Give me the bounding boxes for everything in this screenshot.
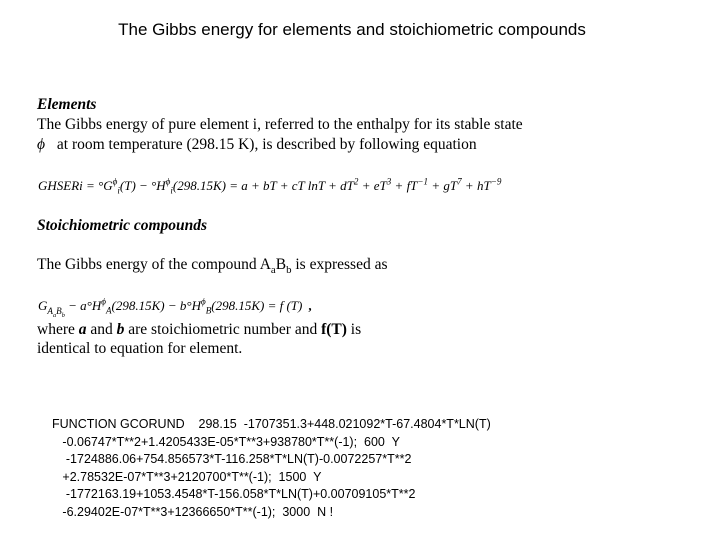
- code-line: -0.06747*T**2+1.4205433E-05*T**3+938780*T**(-1); 600 Y: [52, 434, 400, 449]
- elements-text-line-2-body: at room temperature (298.15 K), is described by following equation: [56, 136, 477, 153]
- phi-symbol: ϕ: [37, 136, 46, 153]
- compound-text: are stoichiometric number and: [124, 321, 322, 338]
- compound-text: and: [86, 321, 117, 338]
- eq-sub: i: [170, 185, 173, 196]
- compound-sub: b: [286, 264, 292, 277]
- eq-sup: ϕ: [112, 176, 118, 187]
- compound-sub: a: [270, 264, 276, 277]
- eq-comma: ,: [308, 298, 312, 313]
- eq-sub: i: [117, 185, 120, 196]
- compounds-text-line-2: [37, 321, 361, 339]
- eq-term: (298.15K) = f (T): [211, 298, 303, 313]
- elements-text-line-1: The Gibbs energy of pure element i, referred to the enthalpy for its stable state: [37, 116, 523, 133]
- elements-text-line-2: [37, 136, 477, 154]
- code-line: +2.78532E-07*T**3+2120700*T**(-1); 1500 Y: [52, 469, 322, 484]
- eq-lhs: GHSERi = °G: [38, 178, 113, 193]
- eq-exponent: 2: [353, 176, 359, 187]
- compound-equation: [38, 296, 312, 319]
- compounds-text-line-1: [37, 256, 388, 277]
- eq-term: − a°H: [64, 298, 102, 313]
- eq-sub: b: [61, 311, 65, 319]
- function-code-block: [52, 416, 491, 521]
- eq-sup: ϕ: [165, 176, 171, 187]
- eq-g: G: [38, 298, 48, 313]
- eq-sub: B: [205, 305, 212, 316]
- compounds-text-line-3: identical to equation for element.: [37, 340, 243, 357]
- ghser-equation: [38, 178, 501, 194]
- eq-sub: A: [47, 305, 53, 316]
- code-line: -1772163.19+1053.4548*T-156.058*T*LN(T)+0.00709105*T**2: [52, 487, 416, 501]
- eq-sub: A: [105, 305, 112, 316]
- compound-text: where: [37, 321, 79, 338]
- eq-sub: a: [52, 311, 57, 319]
- compound-text: is: [346, 321, 362, 338]
- eq-sub: B: [56, 305, 62, 316]
- eq-mid: (T) − °H: [119, 178, 166, 193]
- eq-term: + eT: [358, 178, 387, 193]
- eq-sup: ϕ: [101, 296, 106, 307]
- compound-text: B: [275, 256, 287, 273]
- code-line: FUNCTION GCORUND 298.15 -1707351.3+448.021092*T-67.4804*T*LN(T): [52, 417, 491, 431]
- code-line: -1724886.06+754.856573*T-116.258*T*LN(T)-0.0072257*T**2: [52, 452, 412, 466]
- elements-heading: Elements: [37, 96, 97, 113]
- page-title: The Gibbs energy for elements and stoichiometric compounds: [118, 20, 586, 39]
- eq-exponent: 3: [386, 176, 392, 187]
- eq-exponent: 7: [457, 176, 462, 187]
- compound-text: The Gibbs energy of the compound A: [37, 256, 271, 273]
- eq-term: + gT: [428, 178, 458, 193]
- eq-term: (298.15K) − b°H: [111, 298, 201, 313]
- eq-term: + hT: [461, 178, 491, 193]
- eq-sup: ϕ: [200, 296, 206, 307]
- compound-var: b: [116, 321, 125, 338]
- compound-fT: f(T): [321, 321, 347, 338]
- compound-text: is expressed as: [291, 256, 388, 273]
- compound-var: a: [78, 321, 87, 338]
- eq-exponent: −9: [490, 176, 502, 187]
- code-line: -6.29402E-07*T**3+12366650*T**(-1); 3000 N !: [52, 504, 334, 519]
- eq-rhs: (298.15K) = a + bT + cT lnT + dT: [172, 178, 354, 193]
- eq-term: + fT: [391, 178, 418, 193]
- eq-exponent: −1: [417, 176, 429, 187]
- compounds-heading: Stoichiometric compounds: [37, 217, 208, 234]
